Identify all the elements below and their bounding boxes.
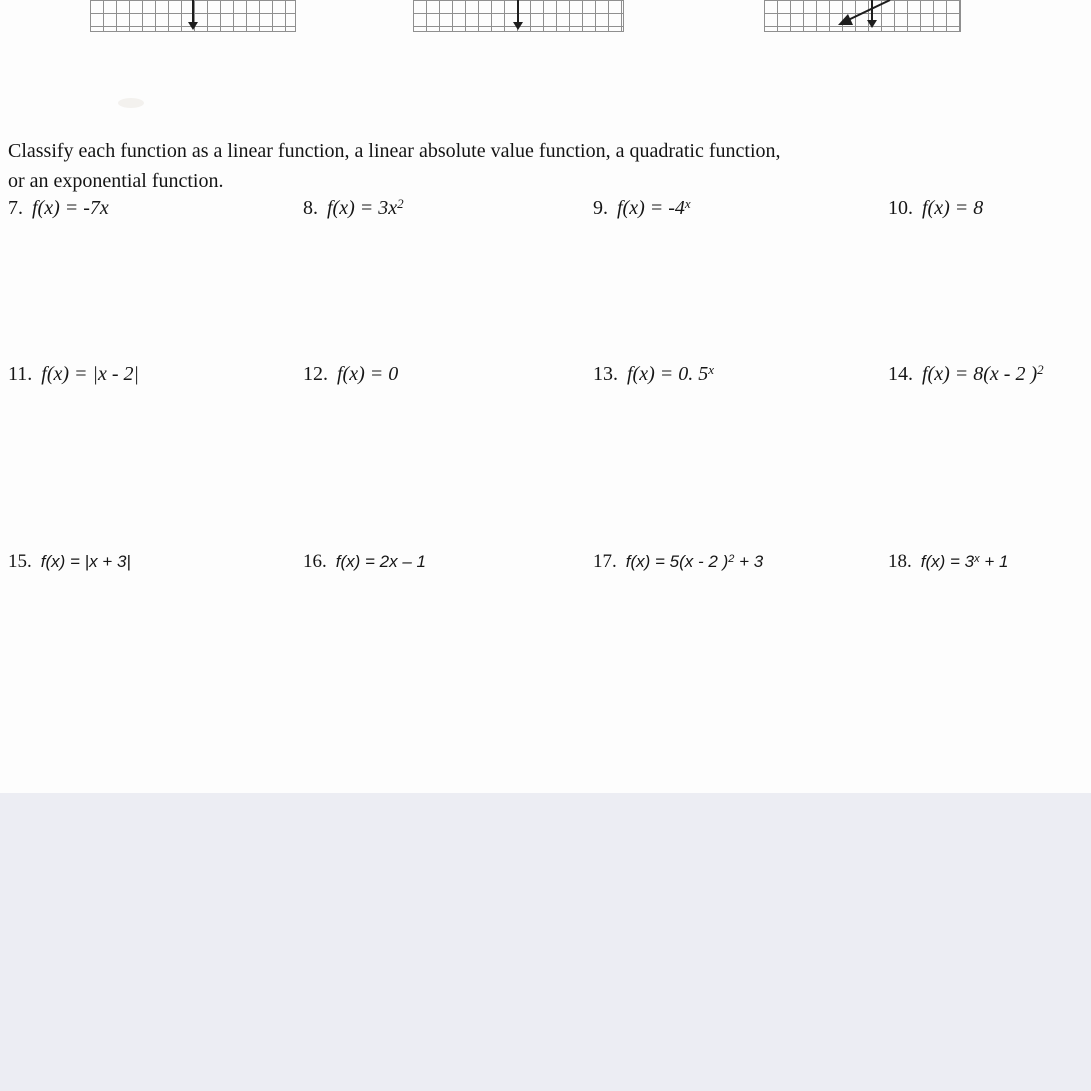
problem-formula: $f(x) = -4^x$ — [617, 196, 691, 219]
problem-14 — [888, 362, 1044, 386]
problem-number: 15. — [8, 551, 32, 572]
problem-formula: f(x) = |x - 2| — [41, 363, 140, 385]
down-arrow-icon — [90, 0, 295, 31]
problem-number: 18. — [888, 551, 912, 572]
problem-11 — [8, 362, 139, 386]
problem-8 — [303, 196, 404, 220]
problem-formula: f(x) = 8(x - 2 )$^2$ — [922, 362, 1044, 385]
problem-12 — [303, 362, 398, 386]
problem-number: 17. — [593, 551, 617, 572]
problem-7 — [8, 196, 109, 220]
problem-formula: $f(x) = 3^x + 1$ — [920, 552, 1009, 571]
down-arrow-icon — [413, 0, 623, 31]
problem-formula: $f(x) = 3x^2$ — [327, 196, 404, 219]
graph-strip-2 — [413, 0, 624, 32]
problem-formula: f(x) = 0 — [337, 363, 399, 385]
instructions-line-1: Classify each function as a linear function, a linear absolute value function, a quadratic function, — [8, 140, 781, 162]
problem-formula: f(x) = 2x – 1 — [335, 552, 426, 571]
graph-strip-1 — [90, 0, 296, 32]
problem-number: 11. — [8, 363, 33, 385]
diagonal-and-down-arrow-icon — [764, 0, 960, 31]
problem-number: 12. — [303, 363, 328, 385]
problem-number: 14. — [888, 363, 913, 385]
scan-smudge — [118, 98, 144, 108]
problem-number: 10. — [888, 197, 913, 219]
problem-9 — [593, 196, 691, 220]
problem-formula: f(x) = 8 — [922, 197, 984, 219]
instructions-line-2: or an exponential function. — [8, 170, 224, 192]
background-area — [0, 793, 1091, 1091]
graph-strip-3 — [764, 0, 961, 32]
problem-17 — [593, 551, 763, 573]
problem-number: 16. — [303, 551, 327, 572]
problem-formula: f(x) = 5(x - 2 )$^2$ + 3 — [625, 552, 764, 571]
problem-number: 9. — [593, 197, 608, 219]
problem-15 — [8, 551, 131, 573]
problem-number: 8. — [303, 197, 318, 219]
problem-18 — [888, 551, 1008, 573]
problem-16 — [303, 551, 426, 573]
problem-formula: f(x) = -7x — [32, 197, 109, 219]
instructions — [8, 136, 968, 196]
problem-13 — [593, 362, 714, 386]
problem-10 — [888, 196, 983, 220]
problem-formula: f(x) = |x + 3| — [40, 552, 131, 571]
problem-formula: f(x) = 0. 5$^x$ — [627, 362, 715, 385]
problem-number: 7. — [8, 197, 23, 219]
problem-number: 13. — [593, 363, 618, 385]
